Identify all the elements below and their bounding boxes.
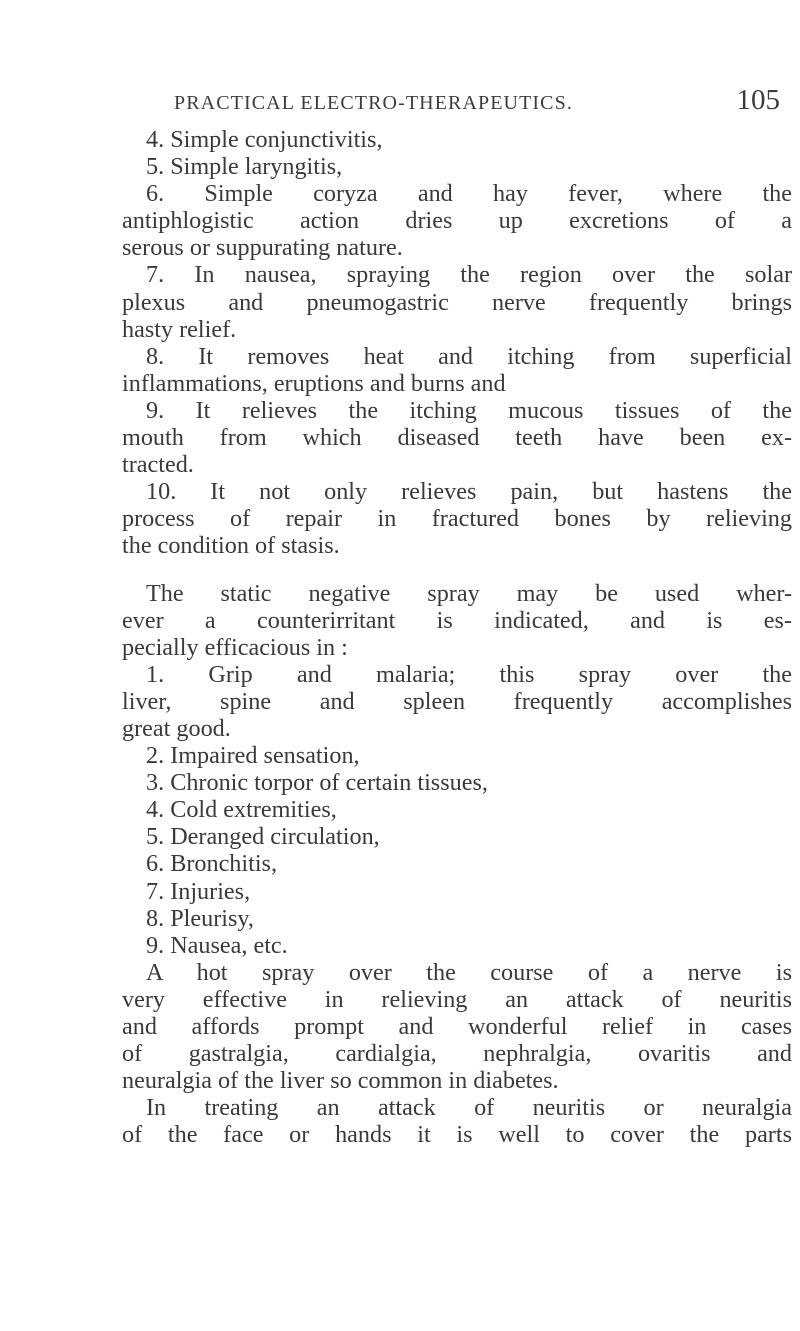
text-line: very effective in relieving an attack of neuritis — [122, 985, 792, 1013]
text-line: 3. Chronic torpor of certain tissues, — [146, 769, 488, 797]
text-line: mouth from which diseased teeth have been ex- — [122, 424, 792, 452]
text-line: 1. Grip and malaria; this spray over the — [146, 660, 792, 688]
text-line: 9. It relieves the itching mucous tissues of the — [146, 396, 792, 424]
text-line: serous or suppurating nature. — [122, 234, 403, 262]
text-line: pecially efficacious in : — [122, 633, 348, 661]
text-line: 10. It not only relieves pain, but hastens the — [146, 478, 792, 506]
text-line: 8. It removes heat and itching from superficial — [146, 342, 792, 370]
text-line: inflammations, eruptions and burns and — [122, 369, 506, 397]
text-line: 7. In nausea, spraying the region over the solar — [146, 261, 792, 289]
text-line: In treating an attack of neuritis or neuralgia — [146, 1094, 792, 1122]
text-line: great good. — [122, 714, 231, 742]
text-line: 6. Simple coryza and hay fever, where the — [146, 180, 792, 208]
text-line: of the face or hands it is well to cover the parts — [122, 1121, 792, 1149]
text-line: 5. Simple laryngitis, — [146, 153, 343, 181]
text-line: 8. Pleurisy, — [146, 904, 254, 932]
running-head — [174, 84, 792, 118]
text-line: of gastralgia, cardialgia, nephralgia, ovaritis and — [122, 1040, 792, 1068]
page-number: 105 — [736, 84, 780, 116]
text-line: liver, spine and spleen frequently accomplishes — [122, 687, 792, 715]
text-line: The static negative spray may be used wher- — [146, 579, 792, 607]
paragraph-gap — [0, 560, 800, 580]
text-line: 2. Impaired sensation, — [146, 742, 360, 770]
text-line: hasty relief. — [122, 315, 237, 343]
text-line: 4. Cold extremities, — [146, 796, 337, 824]
text-line: and affords prompt and wonderful relief in cases — [122, 1013, 792, 1040]
text-line: 7. Injuries, — [146, 877, 251, 905]
text-line: A hot spray over the course of a nerve is — [146, 958, 792, 986]
text-line: ever a counterirritant is indicated, and is es- — [122, 606, 792, 634]
text-line: 4. Simple conjunctivitis, — [146, 126, 383, 153]
running-title: PRACTICAL ELECTRO-THERAPEUTICS. — [174, 92, 573, 114]
text-line: 6. Bronchitis, — [146, 850, 278, 878]
text-line: antiphlogistic action dries up excretions of a — [122, 207, 792, 235]
text-line: the condition of stasis. — [122, 532, 340, 560]
body-text — [0, 126, 800, 1148]
text-line: process of repair in fractured bones by relieving — [122, 505, 792, 533]
text-line: plexus and pneumogastric nerve frequently brings — [122, 288, 792, 316]
text-line: 9. Nausea, etc. — [146, 931, 288, 959]
text-line: 5. Deranged circulation, — [146, 823, 380, 851]
text-line: tracted. — [122, 451, 194, 479]
text-line: neuralgia of the liver so common in diabetes. — [122, 1067, 559, 1095]
